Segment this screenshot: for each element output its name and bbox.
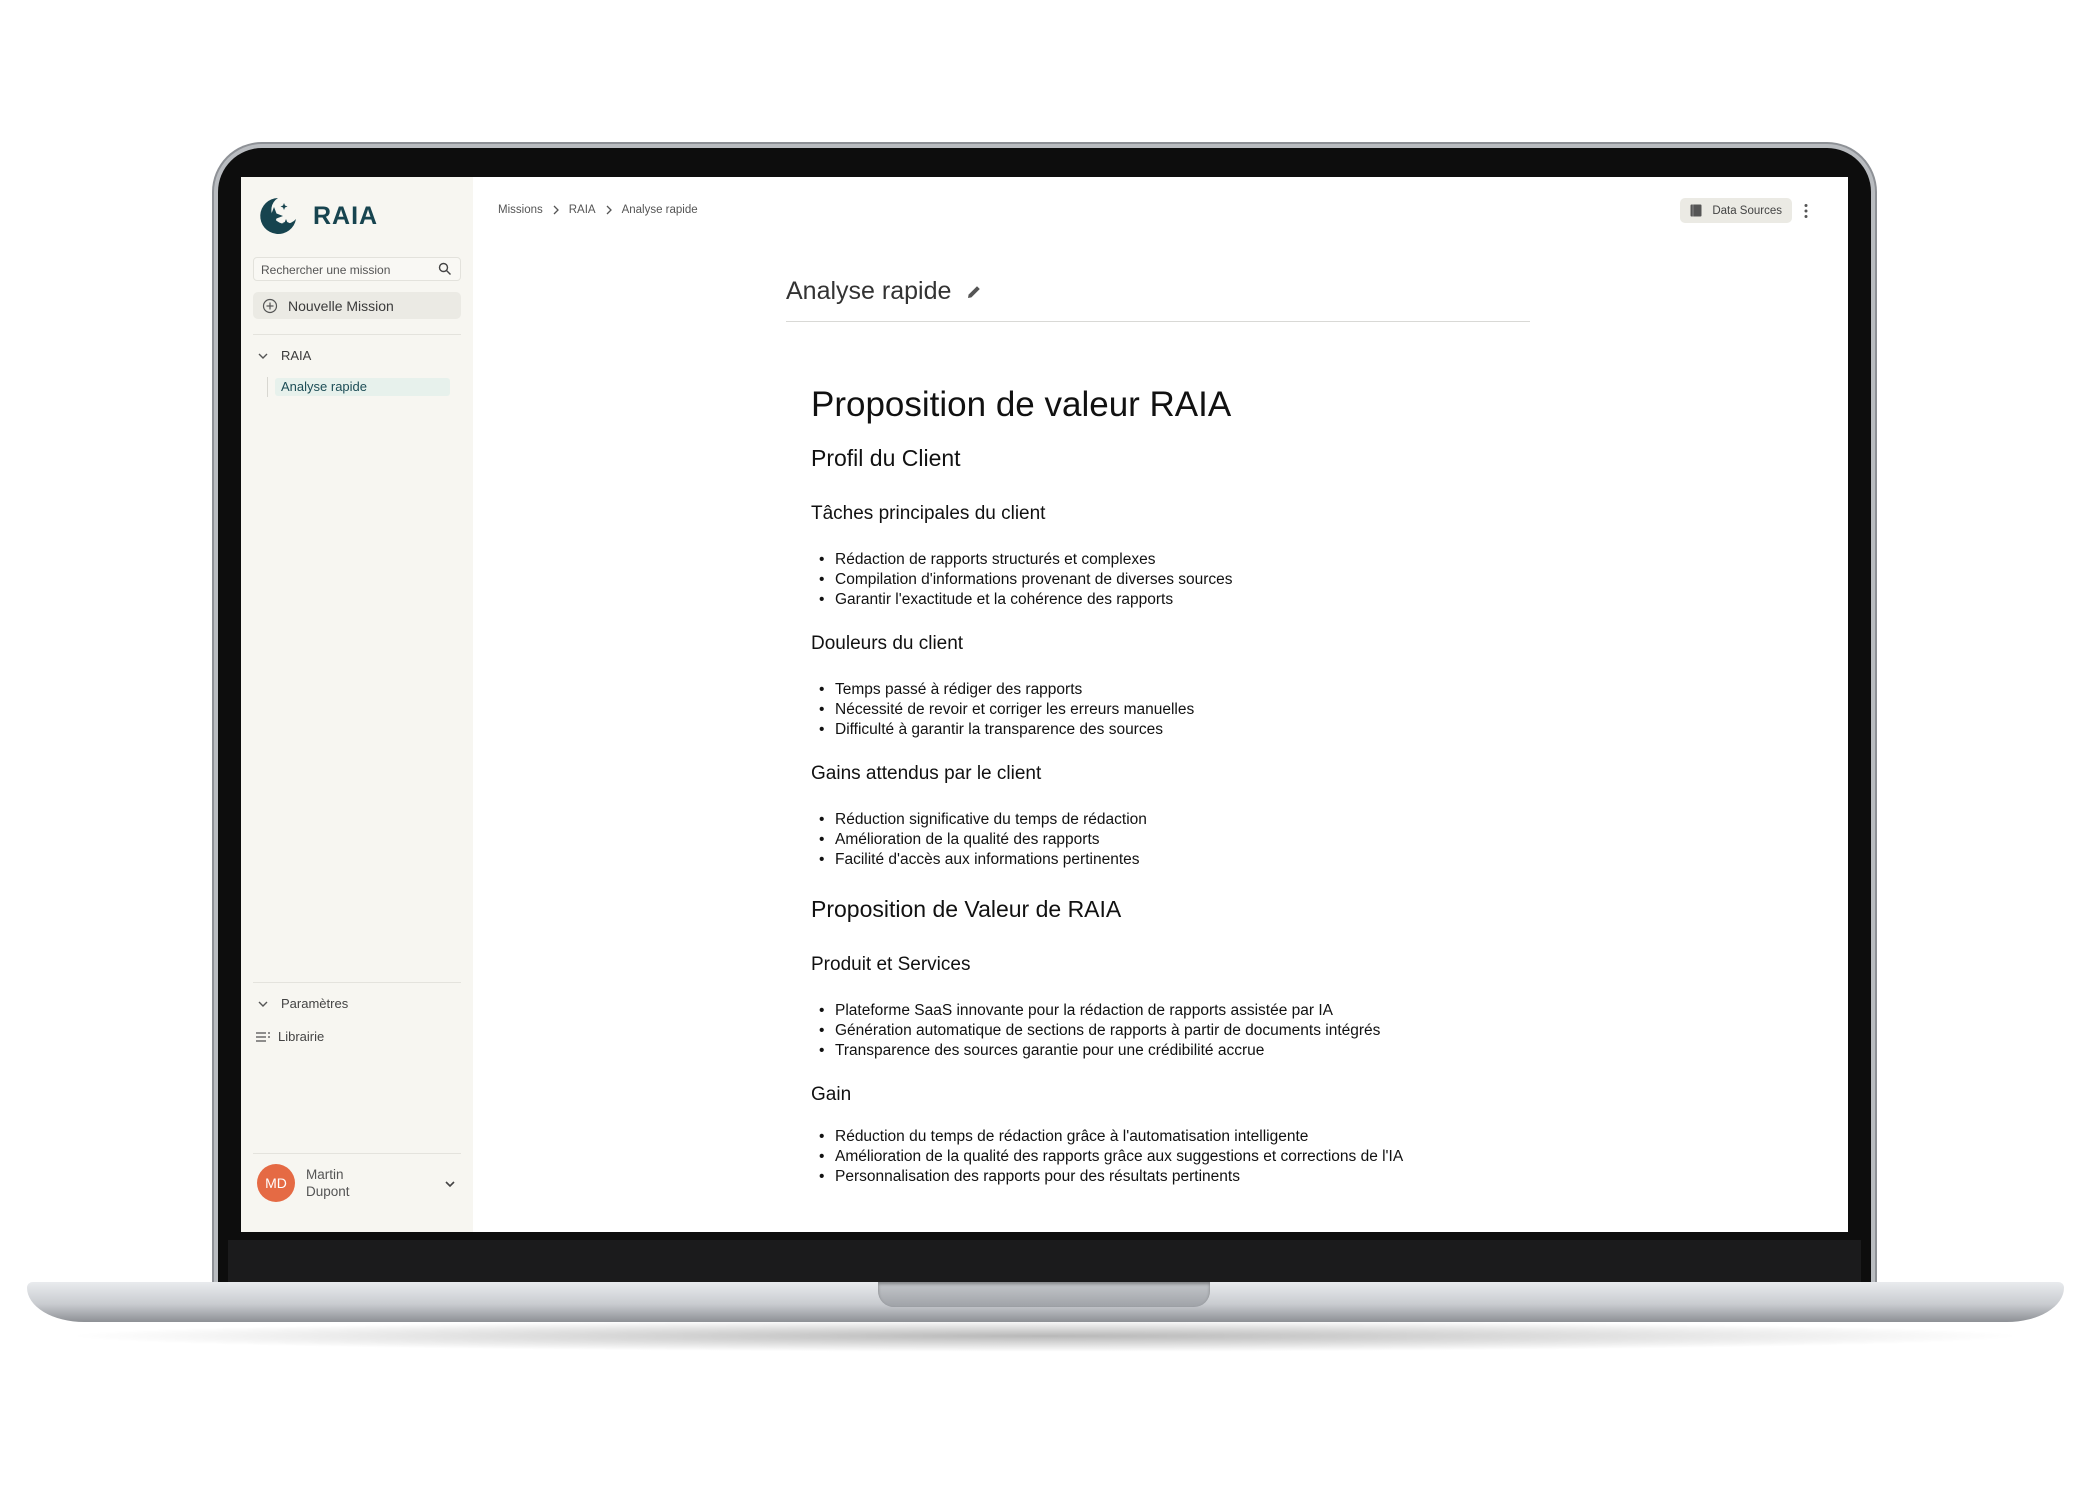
brand[interactable]	[257, 195, 378, 237]
list-item: • Personnalisation des rapports pour des résultats pertinents	[811, 1167, 1403, 1187]
user-first-name: Martin	[306, 1167, 344, 1182]
laptop-screen	[241, 177, 1848, 1232]
bullet-list	[811, 1001, 1380, 1061]
divider	[253, 982, 461, 983]
settings-item[interactable]	[257, 996, 348, 1011]
list-item: • Garantir l'exactitude et la cohérence des rapports	[811, 590, 1233, 610]
subsection-heading: Gains attendus par le client	[811, 763, 1042, 784]
bullet-list	[811, 1127, 1403, 1187]
bullet-list	[811, 810, 1147, 870]
search-input[interactable]	[253, 257, 461, 281]
tree-item-label: RAIA	[281, 348, 312, 363]
document-heading: Proposition de valeur RAIA	[811, 385, 1232, 424]
laptop-bezel	[228, 1240, 1861, 1282]
breadcrumb-item[interactable]: RAIA	[568, 204, 596, 216]
subsection-heading: Gain	[811, 1084, 852, 1105]
document-title-text: Analyse rapide	[786, 277, 952, 305]
list-item: • Temps passé à rédiger des rapports	[811, 680, 1194, 700]
avatar: MD	[257, 1164, 295, 1202]
new-mission-label: Nouvelle Mission	[288, 297, 394, 314]
chevron-right-icon	[551, 205, 561, 215]
library-item[interactable]	[255, 1029, 324, 1044]
search-placeholder: Rechercher une mission	[261, 263, 391, 277]
chevron-right-icon	[604, 205, 614, 215]
list-item: • Génération automatique de sections de rapports à partir de documents intégrés	[811, 1021, 1380, 1041]
chevron-down-icon[interactable]	[443, 1177, 457, 1191]
section-heading: Profil du Client	[811, 445, 961, 471]
more-options-icon[interactable]	[1804, 203, 1808, 219]
subsection-heading: Douleurs du client	[811, 633, 964, 654]
title-divider	[786, 321, 1530, 322]
brand-name: RAIA	[313, 201, 379, 230]
data-sources-label: Data Sources	[1712, 204, 1782, 217]
search-icon[interactable]	[438, 262, 452, 276]
tree-item-analyse-rapide[interactable]: Analyse rapide	[275, 378, 450, 396]
sidebar	[241, 177, 473, 1232]
document-title	[786, 277, 983, 306]
breadcrumb-item[interactable]: Analyse rapide	[621, 204, 698, 216]
library-label: Librairie	[278, 1029, 325, 1044]
user-name	[306, 1166, 350, 1200]
list-item: • Amélioration de la qualité des rapports	[811, 830, 1147, 850]
tree-item-raia[interactable]	[257, 348, 311, 363]
bullet-list	[811, 550, 1233, 610]
chevron-down-icon	[257, 998, 269, 1010]
subsection-heading: Tâches principales du client	[811, 503, 1046, 524]
breadcrumb	[498, 204, 698, 216]
list-item: • Difficulté à garantir la transparence des sources	[811, 720, 1194, 740]
list-item: • Réduction du temps de rédaction grâce à l'automatisation intelligente	[811, 1127, 1403, 1147]
laptop-notch	[878, 1282, 1210, 1307]
list-item: • Réduction significative du temps de rédaction	[811, 810, 1147, 830]
user-last-name: Dupont	[306, 1184, 350, 1199]
breadcrumb-item[interactable]: Missions	[498, 204, 543, 216]
tree-guide-line	[267, 377, 268, 397]
list-item: • Nécessité de revoir et corriger les erreurs manuelles	[811, 700, 1194, 720]
list-item: • Rédaction de rapports structurés et complexes	[811, 550, 1233, 570]
bullet-list	[811, 680, 1194, 740]
laptop-shadow	[60, 1320, 2030, 1352]
divider	[253, 1153, 461, 1154]
list-item: • Transparence des sources garantie pour une crédibilité accrue	[811, 1041, 1380, 1061]
pencil-edit-icon[interactable]	[965, 283, 983, 301]
book-icon	[1690, 204, 1702, 217]
main-area	[473, 177, 1848, 1232]
subsection-heading: Produit et Services	[811, 954, 971, 975]
raia-logo-icon	[257, 195, 299, 237]
list-item: • Compilation d'informations provenant de diverses sources	[811, 570, 1233, 590]
plus-circle-icon	[262, 298, 278, 314]
new-mission-button[interactable]	[253, 292, 461, 319]
section-heading: Proposition de Valeur de RAIA	[811, 896, 1122, 922]
divider	[253, 334, 461, 335]
chevron-down-icon[interactable]	[257, 350, 269, 362]
settings-label: Paramètres	[281, 996, 349, 1011]
list-item: • Plateforme SaaS innovante pour la rédaction de rapports assistée par IA	[811, 1001, 1380, 1021]
user-menu[interactable]	[257, 1164, 467, 1202]
list-item: • Facilité d'accès aux informations pertinentes	[811, 850, 1147, 870]
list-icon	[255, 1031, 271, 1043]
data-sources-button[interactable]	[1680, 198, 1792, 223]
list-item: • Amélioration de la qualité des rapports grâce aux suggestions et corrections de l'IA	[811, 1147, 1403, 1167]
